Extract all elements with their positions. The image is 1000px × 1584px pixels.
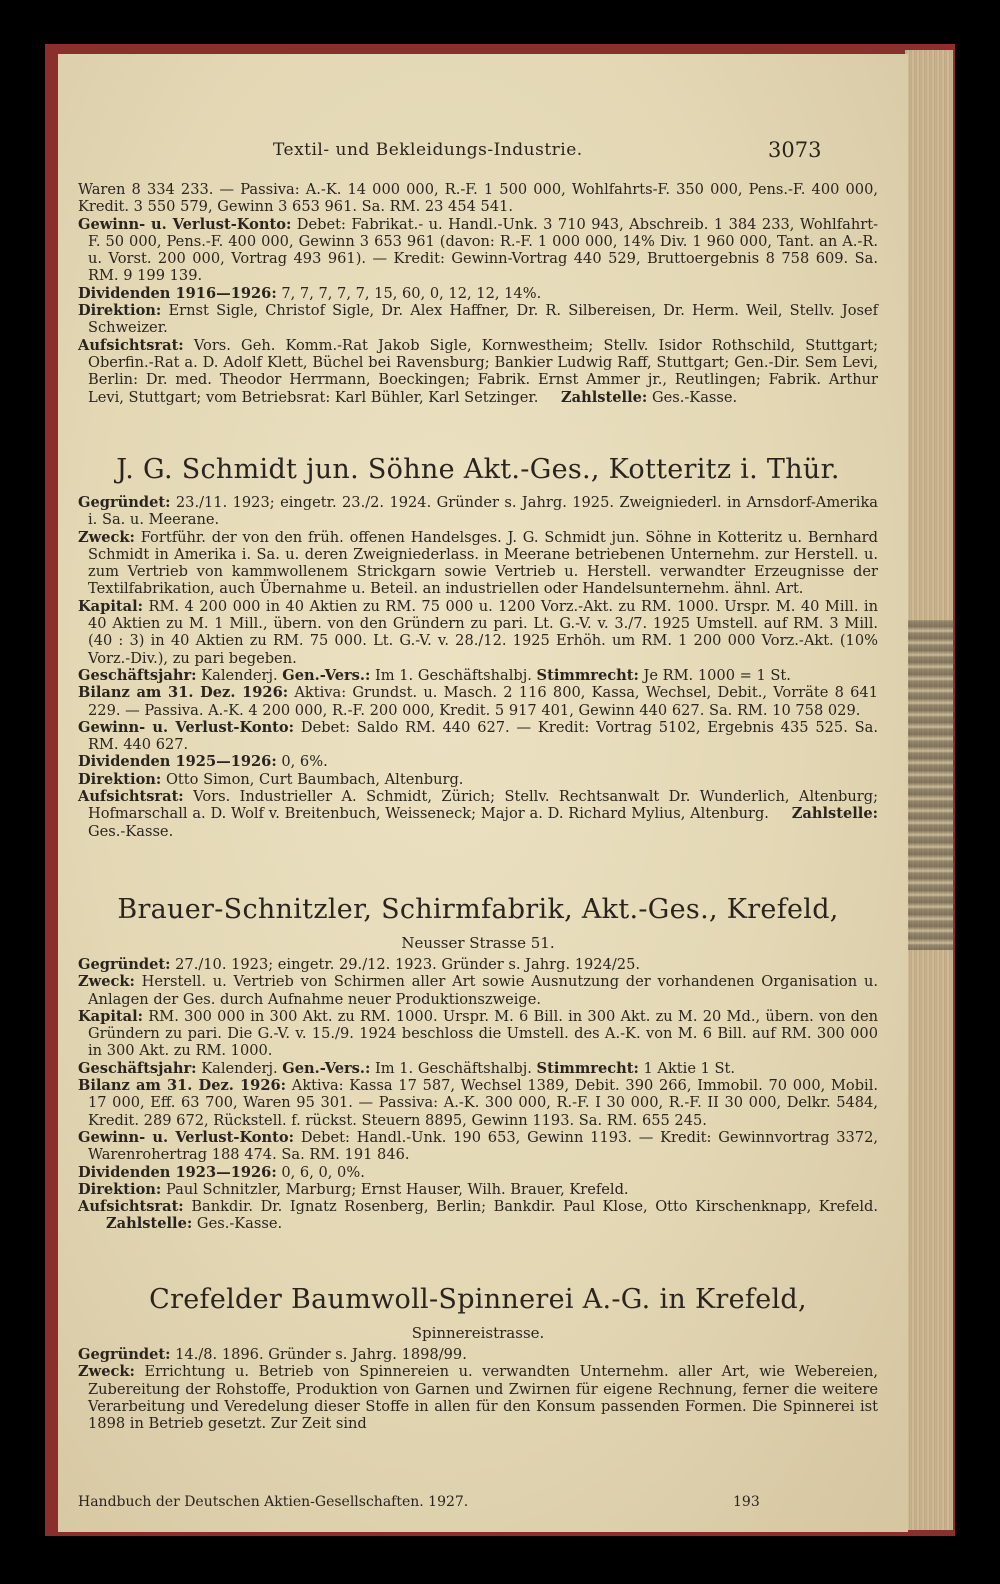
company-title-brauer: Brauer-Schnitzler, Schirmfabrik, Akt.-Ges., Krefeld, [117, 894, 839, 925]
book-page [58, 54, 908, 1532]
company-title-schmidt: J. G. Schmidt jun. Söhne Akt.-Ges., Kotteritz i. Thür. [116, 454, 840, 485]
sheet-number: 193 [733, 1494, 760, 1510]
supervisory-board: Aufsichtsrat: Vors. Geh. Komm.-Rat Jakob Sigle, Kornwestheim; Stellv. Isidor Rothschild, Stuttgart; Oberfin.-Rat a. D. Adolf Klett, Büchel bei Ravensburg; Bankier Ludwig Raff, Stuttgart; Gen.-Dir. Sem Levi, Berlin: Dr. med. Theodor Herrmann, Boeckingen; Fabrik. Ernst Ammer jr., Reutlingen; Fabrik. Arthur Levi, Stuttgart; vom Betriebsrat: Karl Bühler, Karl Setzinger. Zahlstelle: Ges.-Kasse. [78, 336, 879, 406]
company-address-crefelder: Spinnereistrasse. [411, 1324, 545, 1342]
founded: Gegründet: 23./11. 1923; eingetr. 23./2. 1924. Gründer s. Jahrg. 1925. Zweigniederl. in Arnsdorf-Amerika i. Sa. u. Meerane. [78, 494, 879, 529]
fiscal-year: Geschäftsjahr: Kalenderj. Gen.-Vers.: Im 1. Geschäftshalbj. Stimmrecht: Je RM. 1000 = 1 St. [78, 666, 791, 684]
dividends: Dividenden 1916—1926: 7, 7, 7, 7, 7, 15, 60, 0, 12, 12, 14%. [78, 284, 542, 302]
balance-sheet: Bilanz am 31. Dez. 1926: Aktiva: Kassa 17 587, Wechsel 1389, Debit. 390 266, Immobil. 70 000, Mobil. 17 000, Eff. 63 700, Waren 95 301. — Passiva: A.-K. 300 000, R.-F. I 30 000, R.-F. II 30 000, Delkr. 5484, Kredit. 289 672, Rückstell. f. rückst. Steuern 8895, Gewinn 1193. Sa. RM. 655 245. [78, 1077, 879, 1129]
footer-text: Handbuch der Deutschen Aktien-Gesellschaften. 1927. [78, 1494, 469, 1510]
purpose: Zweck: Herstell. u. Vertrieb von Schirmen aller Art sowie Ausnutzung der vorhandenen Organisation u. Anlagen der Ges. durch Aufnahme neuer Produktionszweige. [78, 973, 878, 1008]
page-edges-shadow [905, 620, 953, 950]
section-crefelder [78, 1346, 878, 1432]
capital: Kapital: RM. 300 000 in 300 Akt. zu RM. 1000. Urspr. M. 6 Bill. in 300 Akt. zu M. 20 Md., übern. von den Gründern zu pari. Die G.-V. v. 15./9. 1924 beschloss die Umstell. des A.-K. von M. 6 Bill. auf RM. 300 000 in 300 Akt. zu RM. 1000. [78, 1007, 878, 1060]
management: Direktion: Paul Schnitzler, Marburg; Ernst Hauser, Wilh. Brauer, Krefeld. [78, 1180, 629, 1198]
page-number: 3073 [768, 138, 822, 162]
management: Direktion: Otto Simon, Curt Baumbach, Altenburg. [78, 770, 464, 788]
section-brauer [78, 956, 878, 1233]
section-schmidt [78, 494, 878, 840]
supervisory-board: Aufsichtsrat: Vors. Industrieller A. Schmidt, Zürich; Stellv. Rechtsanwalt Dr. Wunderlich, Altenburg; Hofmarschall a. D. Wolf v. Breitenbuch, Weisseneck; Major a. D. Richard Mylius, Altenburg. Zahlstelle: Ges.-Kasse. [78, 788, 879, 840]
running-header [58, 140, 908, 168]
dividends: Dividenden 1923—1926: 0, 6, 0, 0%. [78, 1163, 365, 1181]
founded: Gegründet: 14./8. 1896. Gründer s. Jahrg. 1898/99. [78, 1346, 467, 1363]
company-title-crefelder: Crefelder Baumwoll-Spinnerei A.-G. in Krefeld, [149, 1284, 807, 1315]
balance-sheet: Bilanz am 31. Dez. 1926: Aktiva: Grundst. u. Masch. 2 116 800, Kassa, Wechsel, Debit., Vorräte 8 641 229. — Passiva. A.-K. 4 200 000, R.-F. 200 000, Kredit. 5 917 401, Gewinn 440 627. Sa. RM. 10 758 029. [78, 684, 878, 719]
supervisory-board: Aufsichtsrat: Bankdir. Dr. Ignatz Rosenberg, Berlin; Bankdir. Paul Klose, Otto Kirschenknapp, Krefeld. Zahlstelle: Ges.-Kasse. [78, 1198, 879, 1233]
page-footer [78, 1494, 878, 1510]
dividends: Dividenden 1925—1926: 0, 6%. [78, 753, 328, 771]
profit-loss-account: Gewinn- u. Verlust-Konto: Debet: Fabrikat.- u. Handl.-Unk. 3 710 943, Abschreib. 1 384 233, Wohlfahrt-F. 50 000, Pens.-F. 400 000, Gewinn 3 653 961 (davon: R.-F. 1 000 000, 14% Div. 1 960 000, Tant. an A.-R. u. Vorst. 200 000, Vortrag 493 961). — Kredit: Gewinn-Vortrag 440 529, Bruttoergebnis 8 758 609. Sa. RM. 9 199 139. [78, 215, 879, 285]
profit-loss-account: Gewinn- u. Verlust-Konto: Debet: Handl.-Unk. 190 653, Gewinn 1193. — Kredit: Gewinnvortrag 3372, Warenrohertrag 188 474. Sa. RM. 191 846. [78, 1128, 879, 1164]
fiscal-year: Geschäftsjahr: Kalenderj. Gen.-Vers.: Im 1. Geschäftshalbj. Stimmrecht: 1 Aktie 1 St. [78, 1059, 736, 1077]
section-sigle [78, 181, 878, 406]
purpose: Zweck: Errichtung u. Betrieb von Spinnereien u. verwandten Unternehm. aller Art, wie Webereien, Zubereitung der Rohstoffe, Produktion von Garnen und Zwirnen für eigene Rechnung, ferner die weitere Verarbeitung und Veredelung dieser Stoffe in allen für den Konsum passenden Formen. Die Spinnerei ist 1898 in Betrieb gesetzt. Zur Zeit sind [78, 1363, 879, 1433]
founded: Gegründet: 27./10. 1923; eingetr. 29./12. 1923. Gründer s. Jahrg. 1924/25. [78, 956, 640, 973]
header-title: Textil- und Bekleidungs-Industrie. [273, 140, 583, 160]
purpose: Zweck: Fortführ. der von den früh. offenen Handelsges. J. G. Schmidt jun. Söhne in Kotteritz u. Bernhard Schmidt in Amerika i. Sa. u. deren Zweigniederlass. in Meerane betriebenen Unternehm. zur Herstell. u. zum Vertrieb von kammwollenem Strickgarn sowie Vertrieb u. Herstell. verwandter Erzeugnisse der Textilfabrikation, auch Übernahme u. Beteil. an industriellen oder Handelsunternehm. ähnl. Art. [78, 528, 878, 598]
capital: Kapital: RM. 4 200 000 in 40 Aktien zu RM. 75 000 u. 1200 Vorz.-Akt. zu RM. 1000. Urspr. M. 40 Mill. in 40 Aktien zu M. 1 Mill., übern. von den Gründern zu pari. Lt. G.-V. v. 3./7. 1925 Umstell. auf RM. 3 Mill. (40 : 3) in 40 Aktien zu RM. 75 000. Lt. G.-V. v. 28./12. 1925 Erhöh. um RM. 1 200 000 Vorz.-Akt. (10% Vorz.-Div.), zu pari begeben. [78, 597, 879, 667]
company-address-brauer: Neusser Strasse 51. [401, 934, 555, 952]
balance-passiva: Waren 8 334 233. — Passiva: A.-K. 14 000 000, R.-F. 1 500 000, Wohlfahrts-F. 350 000, Pens.-F. 400 000, Kredit. 3 550 579, Gewinn 3 653 961. Sa. RM. 23 454 541. [78, 181, 878, 216]
management: Direktion: Ernst Sigle, Christof Sigle, Dr. Alex Haffner, Dr. R. Silbereisen, Dr. Herm. Weil, Stellv. Josef Schweizer. [78, 302, 879, 337]
profit-loss-account: Gewinn- u. Verlust-Konto: Debet: Saldo RM. 440 627. — Kredit: Vortrag 5102, Ergebnis 435 525. Sa. RM. 440 627. [78, 718, 878, 754]
